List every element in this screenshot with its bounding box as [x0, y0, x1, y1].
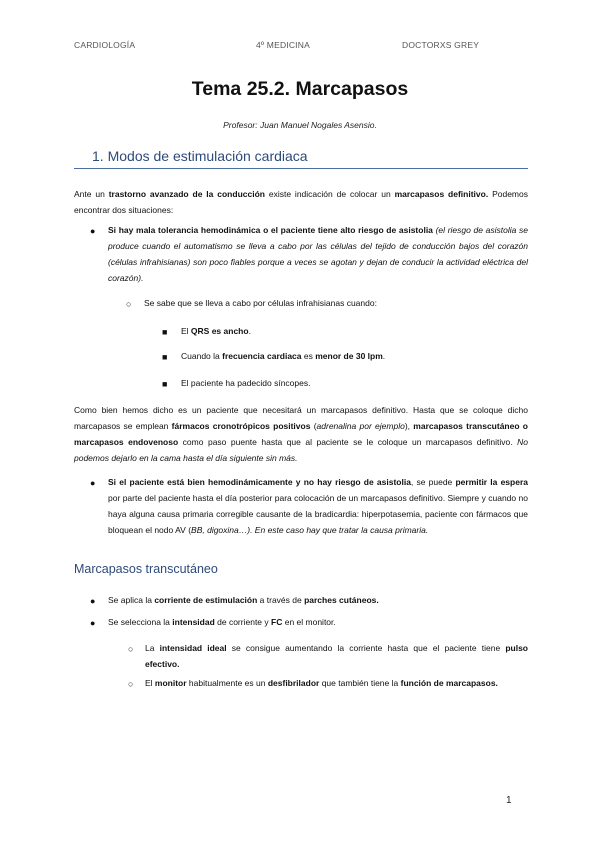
text-run: El paciente ha padecido síncopes. — [181, 378, 311, 388]
text-run: existe indicación de colocar un — [264, 189, 395, 199]
text-run: . — [382, 351, 386, 361]
text-run: fármacos cronotrópicos positivos — [171, 421, 311, 431]
bullet-filled-icon: ● — [90, 596, 96, 606]
text-run: Si hay mala tolerancia hemodinámica o el paciente tiene alto riesgo de asistolia — [108, 225, 433, 235]
text-run: corriente de estimulación — [154, 595, 258, 605]
bullet-2-text — [108, 474, 528, 538]
text-run: Se selecciona la — [108, 617, 173, 627]
text-run: parches cutáneos. — [304, 595, 379, 605]
text-run: que también tiene la — [319, 678, 401, 688]
text-run: se consigue aumentando la corriente hasta que el paciente tiene — [226, 643, 506, 653]
text-run: QRS es ancho — [190, 326, 249, 336]
bullet-square-icon: ■ — [162, 379, 168, 389]
sub-bullet-1-text — [144, 295, 528, 311]
document-title: Tema 25.2. Marcapasos — [191, 78, 409, 100]
text-run: BB, digoxina…). En este caso hay que tratar la causa primaria. — [191, 525, 429, 535]
text-run: como paso puente hasta que al paciente se le coloque un marcapasos definitivo. — [178, 437, 518, 447]
text-run: ( — [310, 421, 317, 431]
text-run: menor de 30 lpm — [315, 351, 383, 361]
bullet-hollow-icon: ○ — [128, 644, 134, 654]
text-run: El — [145, 678, 155, 688]
text-run: Como bien hemos dicho es un paciente que necesitará un marcapasos definitivo. Hasta que se coloque dicho marcapasos se emplean — [74, 405, 528, 431]
section-1-title: Modos de estimulación cardiaca — [107, 148, 308, 164]
text-run: intensidad ideal — [159, 643, 227, 653]
text-run: . — [248, 326, 251, 336]
text-run: ), — [404, 421, 414, 431]
text-run: La — [145, 643, 160, 653]
bullet-hollow-icon: ○ — [128, 679, 134, 689]
text-run: marcapasos transcutáneo o marcapasos endovenoso — [74, 421, 528, 447]
professor-line: Profesor: Juan Manuel Nogales Asensio. — [223, 120, 377, 130]
transcutaneous-bullet-1-text — [108, 592, 528, 608]
text-run: Ante un — [74, 189, 109, 199]
bullet-filled-icon: ● — [90, 226, 96, 236]
bullet-square-icon: ■ — [162, 327, 168, 337]
text-run: Podemos encontrar dos situaciones: — [74, 189, 528, 215]
text-run: Se aplica la — [108, 595, 155, 605]
section-1-underline — [74, 168, 528, 169]
square-bullet-2-text — [181, 348, 521, 364]
bullet-filled-icon: ● — [90, 478, 96, 488]
text-run: en el monitor. — [282, 617, 336, 627]
text-run: función de marcapasos. — [400, 678, 498, 688]
text-run: No podemos dejarlo en la cama hasta el día siguiente sin más. — [74, 437, 528, 463]
text-run: desfibrilador — [267, 678, 320, 688]
text-run: es — [301, 351, 316, 361]
text-run: intensidad — [172, 617, 215, 627]
section-2-heading: Marcapasos transcutáneo — [74, 562, 218, 576]
text-run: a través de — [257, 595, 305, 605]
text-run: pulso efectivo. — [145, 643, 528, 669]
square-bullet-3-text — [181, 375, 521, 391]
text-run: de corriente y — [214, 617, 272, 627]
bullet-filled-icon: ● — [90, 618, 96, 628]
square-bullet-1-text — [181, 323, 521, 339]
bullet-1-text — [108, 222, 528, 286]
text-run: habitualmente es un — [186, 678, 268, 688]
text-run: por parte del paciente hasta el día posterior para colocación de un marcapasos definitivo. Siempre y cuando no haya alguna causa primaria corregible causante de la bradicardia: hiperpotasemia, paciente con fármacos que bloquean el nodo AV ( — [108, 493, 528, 535]
section-1-number: 1. — [92, 148, 104, 164]
text-run: monitor — [154, 678, 187, 688]
text-run: frecuencia cardiaca — [222, 351, 302, 361]
text-run: (el riesgo de asistolia se produce cuando el automatismo se lleva a cabo por las células del tejido de conducción bajos del corazón (células infrahisianas) son poco fiables porque a veces se agotan y dejan de conducir la actividad eléctrica del corazón). — [108, 225, 529, 283]
middle-paragraph — [74, 402, 528, 466]
text-run: Cuando la — [181, 351, 223, 361]
header-subject: CARDIOLOGÍA — [74, 40, 136, 50]
text-run: permitir la espera — [455, 477, 528, 487]
page-number: 1 — [506, 795, 512, 806]
transcutaneous-sub-b-text — [145, 675, 528, 691]
intro-paragraph — [74, 186, 528, 218]
text-run: Si el paciente está bien hemodinámicamente y no hay riesgo de asistolia — [108, 477, 411, 487]
text-run: trastorno avanzado de la conducción — [108, 189, 265, 199]
header-course: 4º MEDICINA — [256, 40, 310, 50]
transcutaneous-bullet-2-text — [108, 614, 528, 630]
text-run: FC — [271, 617, 283, 627]
bullet-square-icon: ■ — [162, 352, 168, 362]
header-author: DOCTORXS GREY — [402, 40, 480, 50]
text-run: adrenalina por ejemplo — [316, 421, 405, 431]
text-run: Se sabe que se lleva a cabo por células infrahisianas cuando: — [144, 298, 377, 308]
transcutaneous-sub-a-text — [145, 640, 528, 672]
text-run: marcapasos definitivo. — [394, 189, 489, 199]
text-run: El — [181, 326, 191, 336]
text-run: , se puede — [410, 477, 456, 487]
bullet-hollow-icon: ○ — [126, 299, 132, 309]
section-1-heading — [92, 148, 308, 164]
